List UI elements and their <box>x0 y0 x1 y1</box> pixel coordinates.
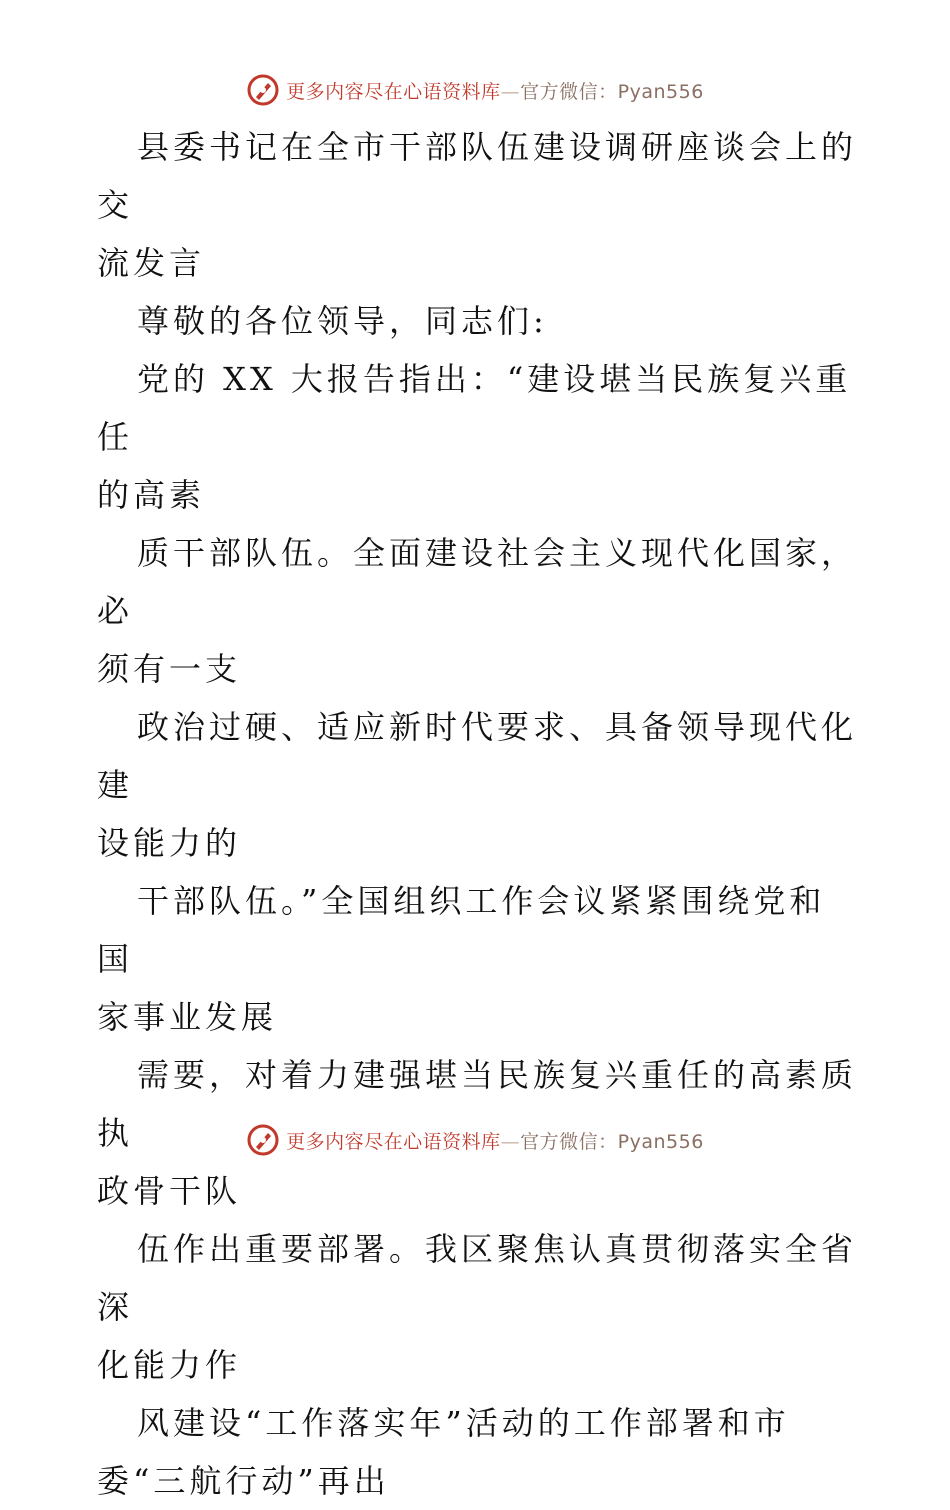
doc-line: 设能力的 <box>97 824 242 862</box>
watermark-separator: — <box>500 80 521 103</box>
watermark-text <box>286 77 704 104</box>
footer-watermark <box>0 1120 950 1160</box>
doc-line: 需要，对着力建强堪当民族复兴重任的高素质执 <box>97 1056 858 1152</box>
doc-line: 须有一支 <box>97 650 242 688</box>
doc-line: 政骨干队 <box>97 1172 242 1210</box>
doc-line: 县委书记在全市干部队伍建设调研座谈会上的交 <box>97 128 858 224</box>
header-watermark <box>0 70 950 110</box>
doc-line: 化能力作 <box>97 1346 242 1384</box>
doc-line: 尊敬的各位领导，同志们: <box>137 302 548 340</box>
doc-line: 政治过硬、适应新时代要求、具备领导现代化建 <box>97 708 858 804</box>
doc-line: 党的 XX 大报告指出：“建设堪当民族复兴重任 <box>97 360 852 456</box>
document-body <box>97 118 857 1510</box>
doc-line: 干部队伍。”全国组织工作会议紧紧围绕党和国 <box>97 882 826 978</box>
doc-line: 质干部队伍。全面建设社会主义现代化国家，必 <box>97 534 858 630</box>
pen-circle-logo-icon <box>246 73 280 107</box>
doc-line: 家事业发展 <box>97 998 278 1036</box>
watermark-main: 更多内容尽在心语资料库 <box>286 80 501 103</box>
doc-line: 风建设“工作落实年”活动的工作部署和市 <box>137 1404 790 1442</box>
watermark-main: 更多内容尽在心语资料库 <box>286 1130 501 1153</box>
doc-line: 伍作出重要部署。我区聚焦认真贯彻落实全省深 <box>97 1230 858 1326</box>
watermark-suffix: 官方微信：Pyan556 <box>520 80 704 103</box>
pen-circle-logo-icon <box>246 1123 280 1157</box>
watermark-text <box>286 1127 704 1154</box>
doc-line: 流发言 <box>97 244 206 282</box>
watermark-separator: — <box>500 1130 521 1153</box>
doc-line: 委“三航行动”再出 <box>97 1462 390 1500</box>
doc-line: 的高素 <box>97 476 206 514</box>
watermark-suffix: 官方微信：Pyan556 <box>520 1130 704 1153</box>
